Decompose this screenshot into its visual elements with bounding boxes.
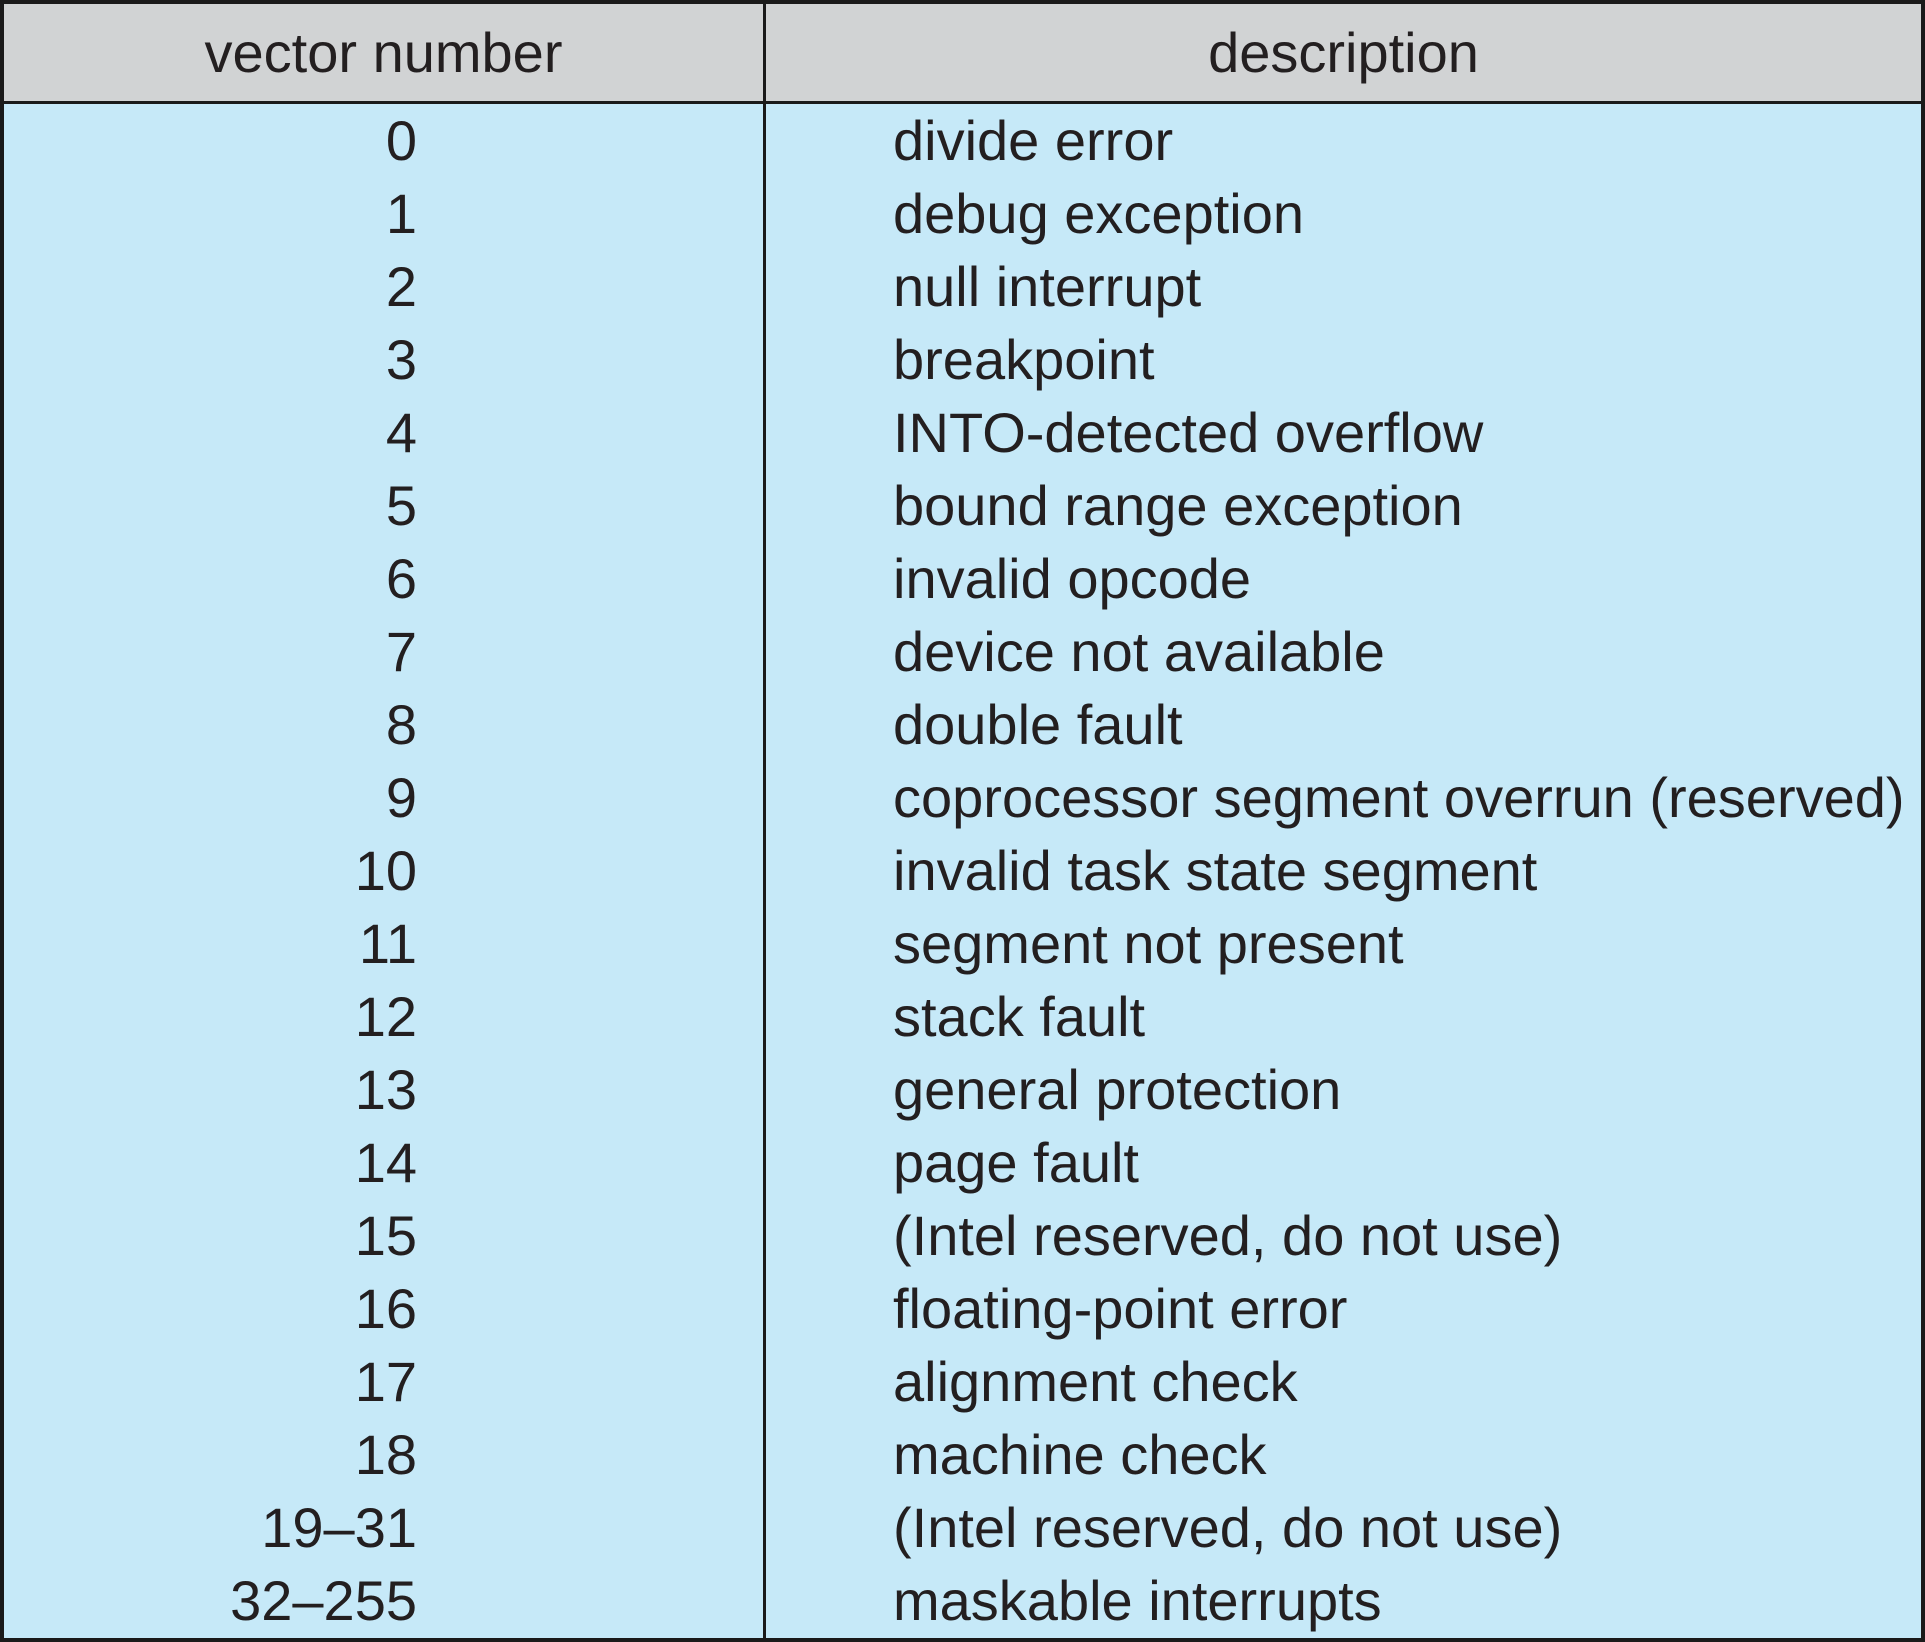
vector-number-cell: 16 xyxy=(4,1273,766,1346)
description-cell: null interrupt xyxy=(893,254,1202,318)
table-row xyxy=(4,469,1921,542)
table-row xyxy=(4,1565,1921,1638)
vector-number-cell: 7 xyxy=(4,615,766,688)
vector-number-cell: 13 xyxy=(4,1054,766,1127)
description-cell: breakpoint xyxy=(893,327,1155,391)
table-row xyxy=(4,396,1921,469)
vector-number-cell: 17 xyxy=(4,1346,766,1419)
description-cell: general protection xyxy=(893,1058,1342,1122)
description-cell: (Intel reserved, do not use) xyxy=(893,1204,1563,1268)
vector-number-cell: 10 xyxy=(4,834,766,907)
table-row xyxy=(4,1200,1921,1273)
vector-number-cell: 19–31 xyxy=(4,1492,766,1565)
vector-number-cell: 6 xyxy=(4,542,766,615)
description-cell: alignment check xyxy=(893,1350,1298,1414)
table-row xyxy=(4,542,1921,615)
table-row xyxy=(4,323,1921,396)
table-row xyxy=(4,250,1921,323)
table-row xyxy=(4,1054,1921,1127)
table-row xyxy=(4,1419,1921,1492)
vector-number-cell: 4 xyxy=(4,396,766,469)
description-cell: machine check xyxy=(893,1423,1267,1487)
description-cell: device not available xyxy=(893,619,1385,683)
vector-number-cell: 18 xyxy=(4,1419,766,1492)
table-row xyxy=(4,908,1921,981)
vector-number-cell: 3 xyxy=(4,323,766,396)
vector-number-cell: 8 xyxy=(4,688,766,761)
description-cell: page fault xyxy=(893,1131,1139,1195)
description-cell: invalid task state segment xyxy=(893,838,1538,902)
description-cell: segment not present xyxy=(893,912,1404,976)
table-row xyxy=(4,761,1921,834)
table-row xyxy=(4,104,1921,177)
vector-number-cell: 5 xyxy=(4,469,766,542)
table-body xyxy=(4,104,1921,1638)
vector-number-cell: 12 xyxy=(4,981,766,1054)
table-row xyxy=(4,688,1921,761)
vector-number-cell: 11 xyxy=(4,908,766,981)
description-cell: bound range exception xyxy=(893,473,1463,537)
vector-number-cell: 0 xyxy=(4,104,766,177)
description-cell: invalid opcode xyxy=(893,546,1252,610)
description-cell: maskable interrupts xyxy=(893,1569,1382,1633)
header-vector-number: vector number xyxy=(4,4,766,101)
description-cell: stack fault xyxy=(893,985,1146,1049)
description-cell: coprocessor segment overrun (reserved) xyxy=(893,765,1905,829)
description-cell: INTO-detected overflow xyxy=(893,400,1484,464)
vector-number-cell: 14 xyxy=(4,1127,766,1200)
table-row xyxy=(4,981,1921,1054)
vector-number-cell: 32–255 xyxy=(4,1565,766,1638)
vector-number-cell: 2 xyxy=(4,250,766,323)
table-row xyxy=(4,1346,1921,1419)
description-cell: double fault xyxy=(893,692,1183,756)
table-row xyxy=(4,1127,1921,1200)
description-cell: divide error xyxy=(893,108,1174,172)
description-cell: floating-point error xyxy=(893,1277,1348,1341)
vector-number-cell: 15 xyxy=(4,1200,766,1273)
table-row xyxy=(4,834,1921,907)
vector-number-cell: 1 xyxy=(4,177,766,250)
table-row xyxy=(4,177,1921,250)
description-cell: (Intel reserved, do not use) xyxy=(893,1496,1563,1560)
table-row xyxy=(4,615,1921,688)
description-cell: debug exception xyxy=(893,181,1305,245)
table-row xyxy=(4,1492,1921,1565)
vector-number-cell: 9 xyxy=(4,761,766,834)
table-header-row xyxy=(4,4,1921,104)
table-row xyxy=(4,1273,1921,1346)
header-description: description xyxy=(1208,20,1479,84)
